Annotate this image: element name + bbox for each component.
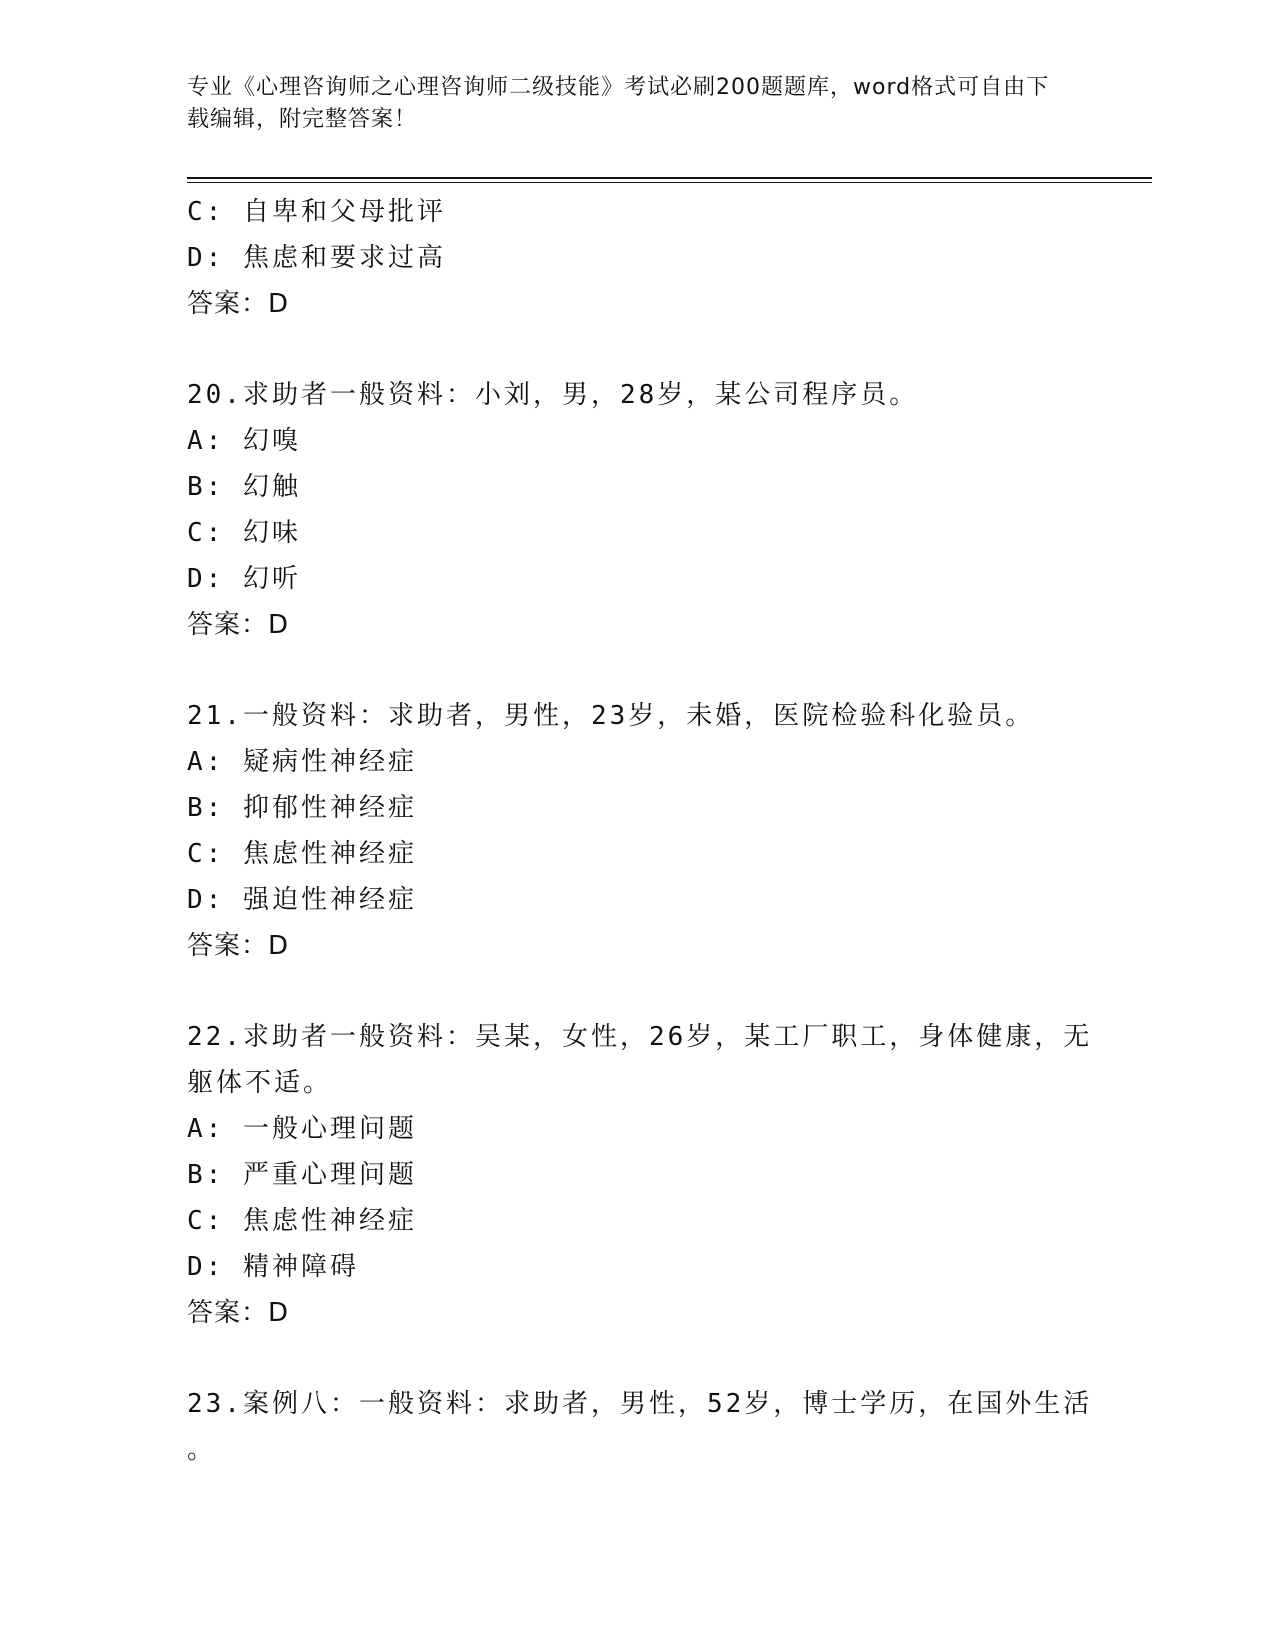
option-label: C:	[187, 1206, 225, 1236]
option-text: 幻触	[242, 472, 301, 502]
question-stem-line2: 躯体不适。	[187, 1068, 333, 1098]
option-label: B:	[187, 472, 225, 502]
option-line	[187, 189, 1087, 235]
option-label: D:	[187, 885, 225, 915]
option-label: C:	[187, 839, 225, 869]
option-label: A:	[187, 747, 225, 777]
option-label: A:	[187, 1114, 225, 1144]
option-line	[187, 831, 1087, 877]
option-label: C:	[187, 518, 225, 548]
option-label: C:	[187, 197, 225, 227]
option-label: B:	[187, 793, 225, 823]
option-line	[187, 464, 1087, 510]
option-text: 幻味	[242, 518, 301, 548]
option-text: 焦虑性神经症	[242, 839, 417, 869]
option-text: 强迫性神经症	[242, 885, 417, 915]
option-line	[187, 877, 1087, 923]
option-text: 严重心理问题	[242, 1160, 417, 1190]
option-label: D:	[187, 1252, 225, 1282]
option-text: 抑郁性神经症	[242, 793, 417, 823]
option-line	[187, 235, 1087, 281]
question-stem-line2: 。	[187, 1435, 217, 1465]
header-rule-thick	[187, 177, 1152, 179]
answer-line: 答案：D	[187, 1298, 290, 1328]
option-text: 幻听	[242, 564, 301, 594]
option-text: 自卑和父母批评	[242, 197, 446, 227]
option-line	[187, 739, 1087, 785]
option-text: 疑病性神经症	[242, 747, 417, 777]
answer-line: 答案：D	[187, 610, 290, 640]
option-text: 焦虑和要求过高	[242, 243, 446, 273]
question-stem: 21.一般资料：求助者，男性，23岁，未婚，医院检验科化验员。	[187, 701, 1035, 731]
option-line	[187, 510, 1087, 556]
question-stem-line1: 22.求助者一般资料：吴某，女性，26岁，某工厂职工，身体健康，无	[187, 1022, 1093, 1052]
option-line	[187, 785, 1087, 831]
option-label: D:	[187, 564, 225, 594]
option-text: 一般心理问题	[242, 1114, 417, 1144]
option-line	[187, 1244, 1087, 1290]
option-label: B:	[187, 1160, 225, 1190]
question-content	[187, 189, 1093, 1473]
option-text: 焦虑性神经症	[242, 1206, 417, 1236]
option-line	[187, 556, 1087, 602]
answer-line: 答案：D	[187, 931, 290, 961]
option-label: D:	[187, 243, 225, 273]
option-line	[187, 1152, 1087, 1198]
option-label: A:	[187, 426, 225, 456]
option-line	[187, 1198, 1087, 1244]
option-text: 幻嗅	[242, 426, 301, 456]
option-text: 精神障碍	[242, 1252, 359, 1282]
option-line	[187, 418, 1087, 464]
header-rule-thin	[187, 182, 1152, 183]
answer-line: 答案：D	[187, 289, 290, 319]
question-stem: 20.求助者一般资料：小刘，男，28岁，某公司程序员。	[187, 380, 919, 410]
page-header: 专业《心理咨询师之心理咨询师二级技能》考试必刷200题题库，word格式可自由下载编辑，附完整答案！	[187, 75, 1050, 132]
option-line	[187, 1106, 1087, 1152]
question-stem-line1: 23.案例八：一般资料：求助者，男性，52岁，博士学历，在国外生活	[187, 1389, 1093, 1419]
